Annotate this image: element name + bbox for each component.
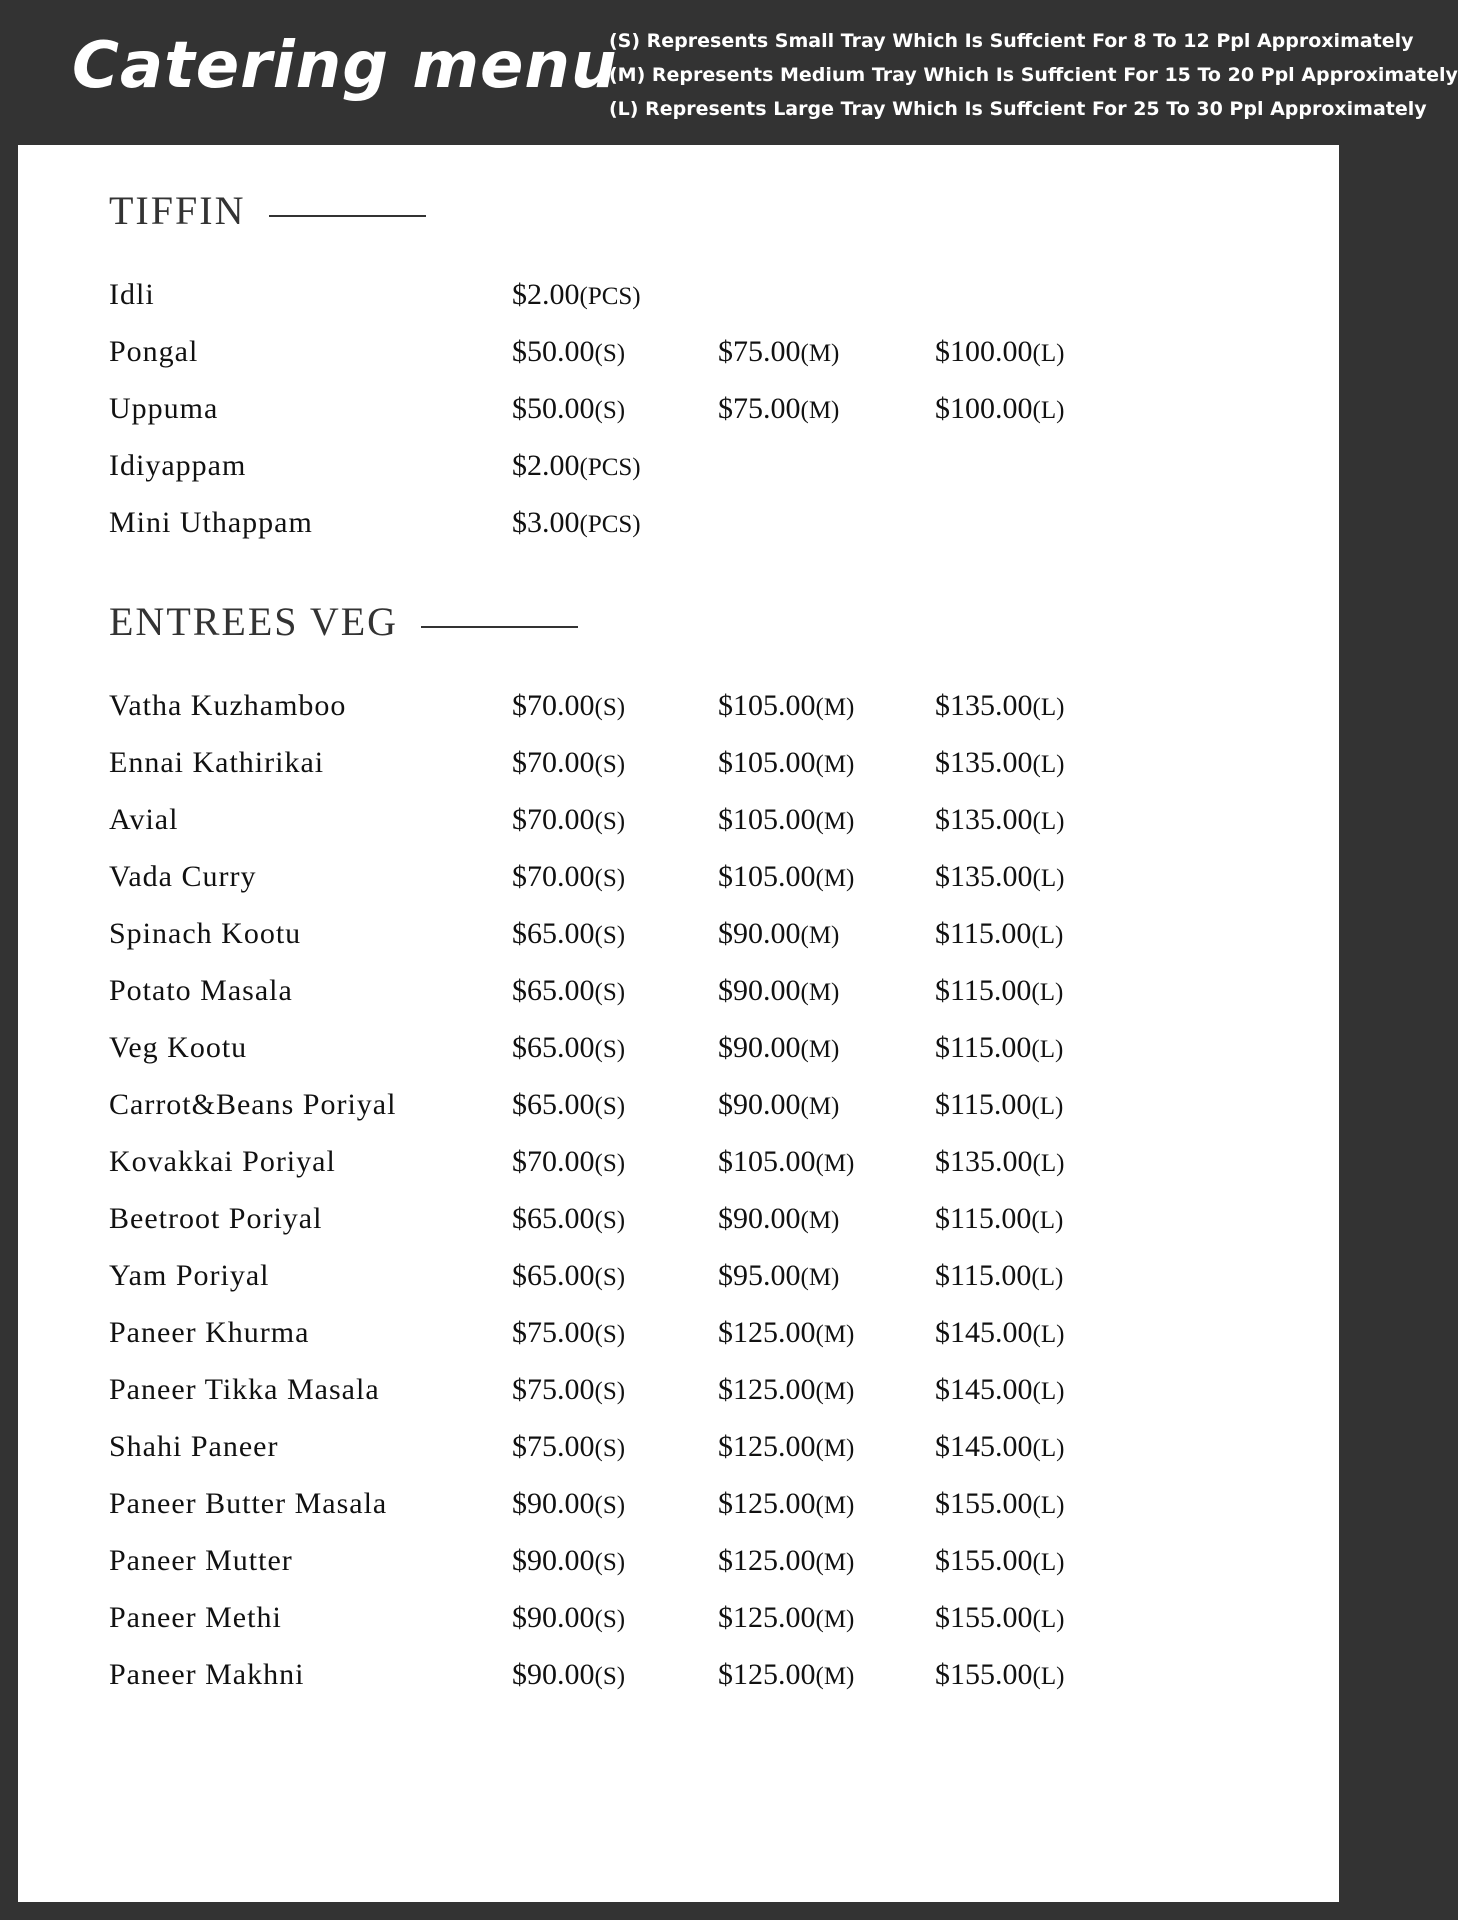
price-size: (L): [1031, 1036, 1064, 1063]
menu-item-price: [935, 1088, 1063, 1122]
price-size: (M): [800, 1036, 840, 1063]
price-size: (S): [594, 1663, 626, 1690]
price-size: (L): [1031, 922, 1064, 949]
price-amount: $65.00: [512, 1202, 595, 1235]
menu-header: [0, 0, 1458, 145]
price-size: (L): [1031, 1264, 1064, 1291]
menu-item-name: Kovakkai Poriyal: [109, 1145, 336, 1178]
menu-item-name: Paneer Butter Masala: [109, 1487, 388, 1520]
price-amount: $65.00: [512, 1031, 595, 1064]
price-size: (S): [594, 865, 626, 892]
price-size: (L): [1032, 1606, 1065, 1633]
menu-item-avial: [109, 803, 1259, 843]
menu-item-name: Carrot&Beans Poriyal: [109, 1088, 397, 1121]
menu-item-price: [512, 1544, 625, 1578]
menu-item-name: Spinach Kootu: [109, 917, 302, 950]
tray-note-small: (S) Represents Small Tray Which Is Suffcient For 8 To 12 Ppl Approximately: [609, 30, 1414, 52]
price-amount: $135.00: [935, 803, 1033, 836]
price-size: (L): [1032, 865, 1065, 892]
menu-item-carrot-and-beans-poriyal: [109, 1088, 1259, 1128]
price-size: (PCS): [579, 283, 641, 310]
menu-item-name: Uppuma: [109, 392, 219, 425]
price-size: (L): [1032, 1378, 1065, 1405]
menu-item-name: Mini Uthappam: [109, 506, 313, 539]
price-size: (S): [594, 808, 626, 835]
menu-item-veg-kootu: [109, 1031, 1259, 1071]
menu-item-price: [718, 1658, 854, 1692]
menu-item-price: [718, 1145, 854, 1179]
menu-item-price: [512, 1088, 625, 1122]
price-size: (L): [1032, 1492, 1065, 1519]
menu-item-price: [512, 1373, 625, 1407]
price-amount: $105.00: [718, 1145, 816, 1178]
menu-item-price: [718, 1373, 854, 1407]
price-amount: $105.00: [718, 860, 816, 893]
menu-item-name: Paneer Tikka Masala: [109, 1373, 380, 1406]
price-size: (L): [1032, 808, 1065, 835]
menu-item-price: [512, 803, 625, 837]
price-size: (PCS): [579, 454, 641, 481]
menu-item-price: [512, 1658, 625, 1692]
menu-item-price: [718, 1088, 839, 1122]
menu-item-mini-uthappam: [109, 506, 1259, 546]
menu-item-name: Shahi Paneer: [109, 1430, 279, 1463]
menu-item-price: [935, 392, 1064, 426]
menu-item-price: [718, 974, 839, 1008]
price-size: (M): [815, 694, 855, 721]
menu-item-price: [718, 1259, 839, 1293]
menu-item-price: [935, 1658, 1064, 1692]
menu-item-price: [512, 1031, 625, 1065]
price-amount: $125.00: [718, 1487, 816, 1520]
price-amount: $155.00: [935, 1487, 1033, 1520]
price-amount: $125.00: [718, 1658, 816, 1691]
price-amount: $75.00: [718, 335, 801, 368]
price-size: (M): [800, 340, 840, 367]
tray-note-large: (L) Represents Large Tray Which Is Suffcient For 25 To 30 Ppl Approximately: [609, 98, 1427, 120]
price-amount: $125.00: [718, 1544, 816, 1577]
price-size: (S): [594, 1606, 626, 1633]
price-size: (S): [594, 1435, 626, 1462]
price-size: (S): [594, 1492, 626, 1519]
menu-item-price: [718, 860, 854, 894]
menu-item-beetroot-poriyal: [109, 1202, 1259, 1242]
menu-item-price: [718, 917, 839, 951]
price-size: (M): [815, 1435, 855, 1462]
menu-item-name: Idli: [109, 278, 155, 311]
menu-item-price: [512, 1316, 625, 1350]
price-size: (M): [815, 1606, 855, 1633]
menu-item-name: Beetroot Poriyal: [109, 1202, 323, 1235]
menu-item-price: [512, 1202, 625, 1236]
menu-item-price: [512, 746, 625, 780]
price-amount: $65.00: [512, 1088, 595, 1121]
price-amount: $75.00: [718, 392, 801, 425]
menu-item-name: Idiyappam: [109, 449, 247, 482]
menu-item-price: [935, 1373, 1064, 1407]
price-amount: $90.00: [512, 1544, 595, 1577]
menu-item-price: [718, 689, 854, 723]
menu-item-price: [512, 860, 625, 894]
menu-item-name: Pongal: [109, 335, 199, 368]
menu-item-price: [935, 1145, 1064, 1179]
price-amount: $90.00: [512, 1487, 595, 1520]
menu-item-price: [512, 506, 641, 540]
menu-item-price: [935, 917, 1063, 951]
price-amount: $115.00: [935, 917, 1032, 950]
price-size: (S): [594, 1093, 626, 1120]
price-amount: $90.00: [512, 1601, 595, 1634]
price-size: (S): [594, 751, 626, 778]
price-amount: $75.00: [512, 1373, 595, 1406]
price-amount: $50.00: [512, 392, 595, 425]
price-amount: $135.00: [935, 1145, 1033, 1178]
menu-item-name: Paneer Khurma: [109, 1316, 310, 1349]
menu-item-paneer-butter-masala: [109, 1487, 1259, 1527]
menu-item-price: [512, 1430, 625, 1464]
price-size: (M): [815, 1492, 855, 1519]
price-size: (M): [815, 1150, 855, 1177]
menu-item-price: [935, 1430, 1064, 1464]
section-title-entrees-veg: ENTREES VEG: [109, 599, 399, 644]
menu-item-price: [935, 689, 1064, 723]
price-size: (M): [800, 979, 840, 1006]
menu-item-name: Vada Curry: [109, 860, 257, 893]
menu-item-price: [512, 917, 625, 951]
price-size: (M): [815, 1549, 855, 1576]
menu-item-price: [718, 746, 854, 780]
price-amount: $2.00: [512, 449, 580, 482]
menu-item-price: [935, 860, 1064, 894]
menu-item-paneer-khurma: [109, 1316, 1259, 1356]
menu-item-idiyappam: [109, 449, 1259, 489]
price-amount: $145.00: [935, 1430, 1033, 1463]
price-size: (M): [800, 1264, 840, 1291]
price-amount: $105.00: [718, 746, 816, 779]
price-size: (M): [800, 397, 840, 424]
menu-item-vada-curry: [109, 860, 1259, 900]
menu-item-price: [718, 1430, 854, 1464]
price-size: (M): [815, 1663, 855, 1690]
price-size: (S): [594, 1150, 626, 1177]
price-amount: $125.00: [718, 1316, 816, 1349]
price-size: (L): [1032, 694, 1065, 721]
price-size: (M): [815, 751, 855, 778]
price-amount: $65.00: [512, 917, 595, 950]
menu-item-name: Veg Kootu: [109, 1031, 248, 1064]
price-size: (PCS): [579, 511, 641, 538]
menu-title: Catering menu: [72, 29, 618, 103]
price-size: (M): [815, 865, 855, 892]
price-size: (S): [594, 979, 626, 1006]
price-amount: $155.00: [935, 1601, 1033, 1634]
price-amount: $115.00: [935, 1088, 1032, 1121]
price-size: (S): [594, 1321, 626, 1348]
menu-item-price: [512, 1601, 625, 1635]
price-amount: $2.00: [512, 278, 580, 311]
menu-item-price: [935, 1544, 1064, 1578]
menu-item-name: Paneer Mutter: [109, 1544, 293, 1577]
price-amount: $105.00: [718, 689, 816, 722]
menu-item-price: [718, 1601, 854, 1635]
price-amount: $115.00: [935, 1259, 1032, 1292]
menu-item-yam-poriyal: [109, 1259, 1259, 1299]
price-size: (L): [1032, 1549, 1065, 1576]
menu-item-paneer-makhni: [109, 1658, 1259, 1698]
price-amount: $125.00: [718, 1373, 816, 1406]
menu-item-kovakkai-poriyal: [109, 1145, 1259, 1185]
price-amount: $145.00: [935, 1316, 1033, 1349]
menu-item-price: [512, 1145, 625, 1179]
tray-size-notes: [609, 24, 1458, 126]
menu-item-price: [718, 1487, 854, 1521]
menu-item-price: [935, 746, 1064, 780]
menu-item-name: Potato Masala: [109, 974, 293, 1007]
price-amount: $125.00: [718, 1601, 816, 1634]
price-size: (L): [1032, 751, 1065, 778]
price-size: (L): [1032, 340, 1065, 367]
menu-item-name: Avial: [109, 803, 179, 836]
price-amount: $70.00: [512, 860, 595, 893]
price-size: (L): [1031, 979, 1064, 1006]
price-size: (M): [800, 1093, 840, 1120]
price-amount: $70.00: [512, 746, 595, 779]
menu-item-price: [512, 278, 641, 312]
menu-item-name: Paneer Makhni: [109, 1658, 305, 1691]
menu-item-name: Paneer Methi: [109, 1601, 282, 1634]
menu-item-price: [935, 335, 1064, 369]
price-amount: $50.00: [512, 335, 595, 368]
menu-item-paneer-methi: [109, 1601, 1259, 1641]
menu-item-name: Ennai Kathirikai: [109, 746, 325, 779]
price-amount: $125.00: [718, 1430, 816, 1463]
menu-item-price: [512, 392, 625, 426]
menu-item-price: [718, 1031, 839, 1065]
menu-item-vatha-kuzhamboo: [109, 689, 1259, 729]
menu-item-uppuma: [109, 392, 1259, 432]
price-amount: $65.00: [512, 974, 595, 1007]
menu-item-price: [935, 1487, 1064, 1521]
menu-item-price: [718, 803, 854, 837]
price-size: (S): [594, 1207, 626, 1234]
menu-item-name: Yam Poriyal: [109, 1259, 270, 1292]
price-amount: $70.00: [512, 689, 595, 722]
menu-item-ennai-kathirikai: [109, 746, 1259, 786]
menu-item-price: [718, 335, 839, 369]
price-amount: $115.00: [935, 974, 1032, 1007]
price-size: (L): [1032, 1435, 1065, 1462]
menu-item-pongal: [109, 335, 1259, 375]
menu-item-price: [935, 1316, 1064, 1350]
price-size: (M): [815, 1321, 855, 1348]
price-size: (M): [815, 808, 855, 835]
menu-item-spinach-kootu: [109, 917, 1259, 957]
menu-item-price: [718, 1202, 839, 1236]
price-amount: $115.00: [935, 1031, 1032, 1064]
price-size: (L): [1032, 397, 1065, 424]
price-amount: $90.00: [718, 974, 801, 1007]
menu-item-price: [512, 335, 625, 369]
price-amount: $100.00: [935, 335, 1033, 368]
price-size: (M): [800, 1207, 840, 1234]
price-amount: $90.00: [718, 1031, 801, 1064]
price-amount: $95.00: [718, 1259, 801, 1292]
menu-item-price: [718, 1316, 854, 1350]
menu-item-paneer-mutter: [109, 1544, 1259, 1584]
menu-item-price: [935, 1601, 1064, 1635]
menu-item-price: [512, 1259, 625, 1293]
price-size: (L): [1031, 1207, 1064, 1234]
section-divider: [269, 215, 426, 217]
tray-note-medium: (M) Represents Medium Tray Which Is Suffcient For 15 To 20 Ppl Approximately: [609, 64, 1458, 86]
section-divider: [421, 626, 578, 628]
menu-item-price: [935, 1202, 1063, 1236]
menu-item-name: Vatha Kuzhamboo: [109, 689, 347, 722]
menu-item-price: [718, 392, 839, 426]
menu-item-price: [512, 689, 625, 723]
menu-card: [18, 145, 1339, 1902]
menu-item-paneer-tikka-masala: [109, 1373, 1259, 1413]
price-amount: $135.00: [935, 689, 1033, 722]
price-size: (M): [800, 922, 840, 949]
price-size: (M): [815, 1378, 855, 1405]
price-amount: $70.00: [512, 803, 595, 836]
price-size: (S): [594, 1549, 626, 1576]
price-amount: $100.00: [935, 392, 1033, 425]
price-size: (S): [594, 1264, 626, 1291]
price-size: (S): [594, 694, 626, 721]
menu-item-price: [935, 974, 1063, 1008]
price-size: (S): [594, 922, 626, 949]
price-size: (S): [594, 397, 626, 424]
menu-item-price: [512, 449, 641, 483]
price-amount: $145.00: [935, 1373, 1033, 1406]
price-size: (S): [594, 340, 626, 367]
menu-item-idli: [109, 278, 1259, 318]
price-amount: $90.00: [718, 917, 801, 950]
price-size: (L): [1032, 1663, 1065, 1690]
price-size: (L): [1031, 1093, 1064, 1120]
price-size: (L): [1032, 1150, 1065, 1177]
price-size: (S): [594, 1036, 626, 1063]
price-amount: $105.00: [718, 803, 816, 836]
price-amount: $135.00: [935, 860, 1033, 893]
price-amount: $155.00: [935, 1658, 1033, 1691]
price-amount: $90.00: [718, 1202, 801, 1235]
menu-item-shahi-paneer: [109, 1430, 1259, 1470]
menu-item-price: [718, 1544, 854, 1578]
price-amount: $3.00: [512, 506, 580, 539]
price-amount: $115.00: [935, 1202, 1032, 1235]
price-amount: $75.00: [512, 1316, 595, 1349]
menu-item-price: [935, 803, 1064, 837]
price-amount: $155.00: [935, 1544, 1033, 1577]
menu-item-potato-masala: [109, 974, 1259, 1014]
price-size: (S): [594, 1378, 626, 1405]
price-amount: $75.00: [512, 1430, 595, 1463]
menu-item-price: [935, 1259, 1063, 1293]
menu-item-price: [935, 1031, 1063, 1065]
menu-item-price: [512, 1487, 625, 1521]
price-amount: $90.00: [718, 1088, 801, 1121]
price-amount: $90.00: [512, 1658, 595, 1691]
price-amount: $135.00: [935, 746, 1033, 779]
section-title-tiffin: TIFFIN: [109, 188, 246, 233]
price-amount: $65.00: [512, 1259, 595, 1292]
price-amount: $70.00: [512, 1145, 595, 1178]
price-size: (L): [1032, 1321, 1065, 1348]
menu-item-price: [512, 974, 625, 1008]
